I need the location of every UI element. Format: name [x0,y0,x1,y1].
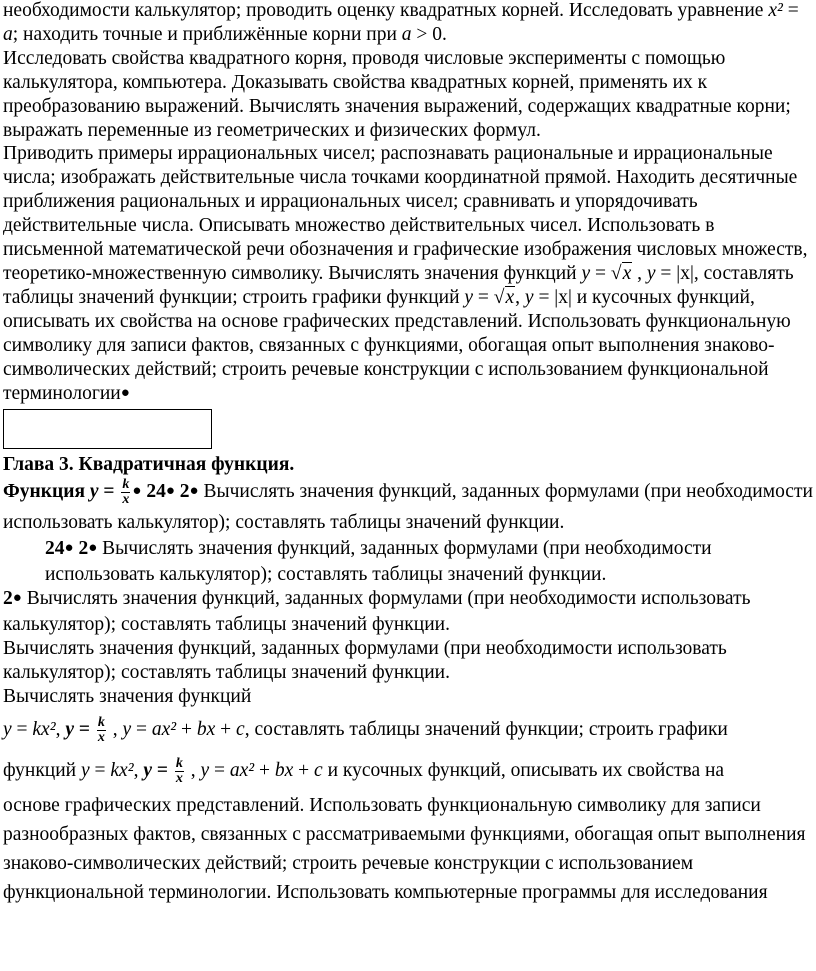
math-abs-x: = |x| [533,286,572,308]
fraction-k-over-x [121,478,130,507]
paragraph-compute-3: Вычислять значения функций, заданных формулами (при необходимости использовать калькулятор); составлять таблицы значений функции. [3,637,727,683]
text: > 0. [411,23,447,45]
numerator: k [97,714,105,730]
fraction-k-over-x [97,716,106,745]
text: , [185,759,201,781]
paragraph-compute-2 [3,587,813,637]
text: = [590,262,611,284]
formula-line-1 [3,709,813,750]
text: функций [3,759,81,781]
bullet-icon: ● [12,590,22,607]
text: + [176,718,197,740]
text: + [215,718,237,740]
math-c: c [314,759,323,781]
text: Вычислять значения функций, заданных формулами (при необходимости использовать калькулятор); составлять таблицы значений функции. [3,588,751,636]
number: 2 [174,481,190,503]
text: = [89,759,111,781]
math-y: y [3,718,12,740]
math-sqrt-x [611,262,632,284]
math-sqrt-x [494,286,515,308]
math-kx2: kx² [110,759,134,781]
paragraph-closing: основе графических представлений. Использовать функциональную символику для записи разнообразных фактов, связанных с рассматриваемыми функциями, обогащая опыт выполнения знаково-символических действий; строить речевые конструкции с использованием функциональной терминологии. Использовать компьютерные программы для исследования [3,794,806,903]
number: 2 [3,588,13,610]
text: = [11,718,33,740]
bullet-icon: ● [88,540,98,557]
text: = [131,718,152,740]
text: и кусочных функций, описывать их свойства на [322,759,725,781]
math-y: y [81,759,90,781]
text: Вычислять значения функций, заданных формулами (при необходимости использовать калькулятор); составлять таблицы значений функции. [45,538,712,586]
sqrt-sign: √ [493,286,505,308]
denominator: x [97,729,105,745]
paragraph-quadratic-roots [3,0,813,47]
formula-line-2 [3,750,813,791]
text: , [515,286,525,308]
math-kx2: kx² [32,718,56,740]
text: , составлять таблицы значений функции; строить графики функций [3,262,794,308]
bullet-icon: ● [64,540,74,557]
math-y: y [464,286,474,308]
text: = [209,759,230,781]
math-ax2: ax² [229,759,255,781]
text: Функция [3,481,90,503]
math-abs-x: = |x| [655,262,694,284]
text: и кусочных функций, описывать их свойства на основе графических представлений. Использовать функциональную символику для записи фактов, связанных с функциями, обогащая опыт выполнения знаково-символических действий; строить речевые конструкции с использованием функциональной терминологии [3,286,791,404]
math-ax2: ax² [151,718,177,740]
text: = [473,286,494,308]
math-y: y [646,262,656,284]
text: + [254,759,275,781]
math-a: a [3,23,13,45]
math-y: y [581,262,591,284]
text: ; находить точные и приближённые корни при [12,23,402,45]
text: необходимости калькулятор; проводить оценку квадратных корней. Исследовать уравнение [3,0,769,21]
math-x: x [505,286,515,308]
text: Приводить примеры иррациональных чисел; распознавать рациональные и иррациональные числа; изображать действительные числа точками координатной прямой. Находить десятичные приближения рациональных и иррациональных чисел; сравнивать и упорядочивать действительные числа. Описывать множество действительных чисел. Использовать в письменной математической речи обозначения и графические изображения числовых множеств, теоретико-множественную символику. Вычислять значения функций [3,143,808,284]
text: , составлять таблицы значений функции; строить графики [244,718,728,740]
number: 24 [45,538,65,560]
bullet-icon: ● [120,384,130,401]
text: = [98,481,120,503]
sqrt-sign: √ [610,262,622,284]
fraction-k-over-x [175,757,184,786]
bullet-icon: ● [132,483,142,500]
text: , [133,759,144,781]
paragraph-root-properties: Исследовать свойства квадратного корня, проводя числовые эксперименты с помощью калькулятора, компьютера. Доказывать свойства квадратных корней, применять их к преобразованию выражений. Вычислять значения выражений, содержащих квадратные корни; выражать переменные из геометрических и физических формул. [3,47,791,141]
bullet-icon: ● [189,483,199,500]
math-x-squared: x² [768,0,783,21]
text: , [55,718,66,740]
math-c: c [236,718,245,740]
numerator: k [122,477,130,493]
text: Вычислять значения функций, заданных формулами (при необходимости использовать калькулятор); составлять таблицы значений функции. [3,481,813,534]
math-x: x [622,262,632,284]
paragraph-function-k-over-x [3,477,813,537]
chapter-title: Глава 3. Квадратичная функция. [3,454,295,476]
text: = [73,718,95,740]
text: , [107,718,123,740]
paragraph-irrational-numbers [3,142,813,407]
math-y: y [65,718,74,740]
math-y: y [200,759,210,781]
math-bx: bx [196,718,216,740]
denominator: x [122,492,130,508]
text: + [293,759,315,781]
math-y: y [122,718,132,740]
math-y: y [143,759,152,781]
denominator: x [175,770,183,786]
math-a: a [401,23,412,45]
text: = [782,0,799,21]
paragraph-indented [3,537,813,587]
paragraph-compute-lead: Вычислять значения функций [3,685,252,707]
text: = [151,759,173,781]
empty-table-cell [3,409,212,449]
math-y: y [524,286,534,308]
number: 24 [141,481,166,503]
text: , [632,262,647,284]
math-y: y [89,481,99,503]
numerator: k [175,755,183,771]
document-page [3,0,813,907]
math-bx: bx [274,759,294,781]
number: 2 [73,538,89,560]
bullet-icon: ● [165,483,175,500]
